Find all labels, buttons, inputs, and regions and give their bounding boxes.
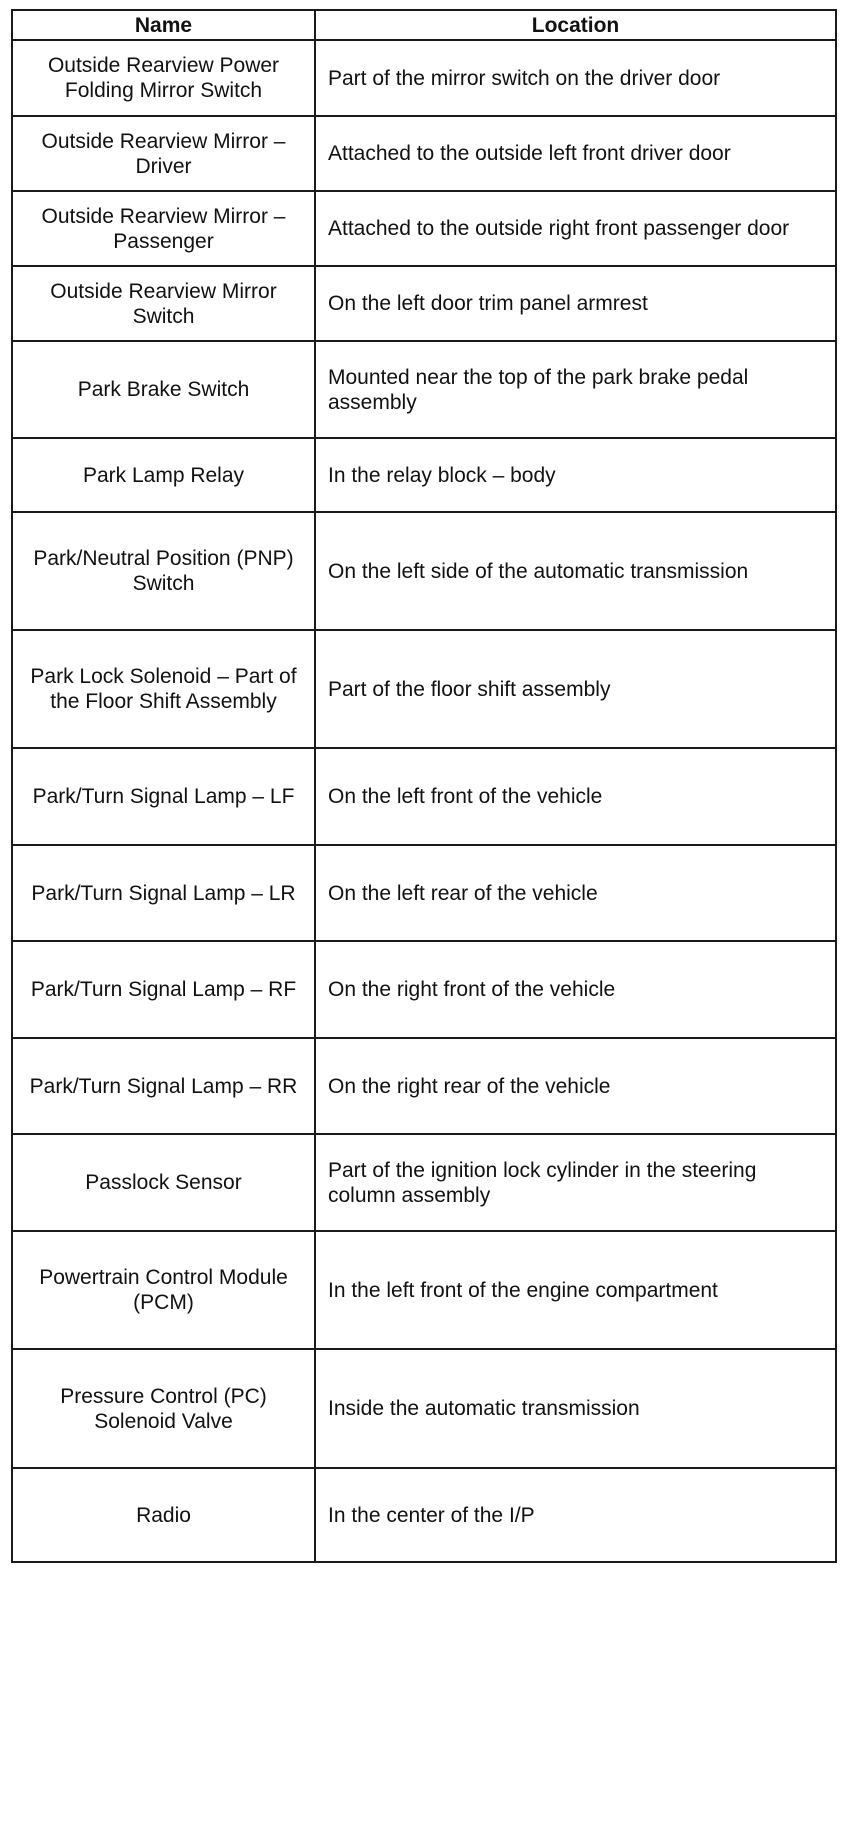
location-cell: Part of the floor shift assembly [315,630,836,748]
name-cell: Pressure Control (PC) Solenoid Valve [12,1349,315,1468]
name-cell: Radio [12,1468,315,1562]
location-cell: On the left rear of the vehicle [315,845,836,941]
name-cell: Park Brake Switch [12,341,315,438]
table-body [12,40,836,1562]
name-cell: Park/Turn Signal Lamp – RR [12,1038,315,1134]
name-cell: Park/Turn Signal Lamp – LF [12,748,315,845]
location-cell: Attached to the outside right front passenger door [315,191,836,266]
location-cell: In the relay block – body [315,438,836,512]
name-cell: Park/Neutral Position (PNP) Switch [12,512,315,630]
location-cell: On the right front of the vehicle [315,941,836,1038]
name-cell: Outside Rearview Mirror Switch [12,266,315,341]
location-cell: Inside the automatic transmission [315,1349,836,1468]
table-row [12,1349,836,1468]
table-row [12,116,836,191]
table-row [12,191,836,266]
name-cell: Park/Turn Signal Lamp – RF [12,941,315,1038]
location-cell: In the center of the I/P [315,1468,836,1562]
table-row [12,341,836,438]
table-row [12,1468,836,1562]
location-cell: Mounted near the top of the park brake pedal assembly [315,341,836,438]
name-cell: Park Lock Solenoid – Part of the Floor Shift Assembly [12,630,315,748]
location-cell: On the left front of the vehicle [315,748,836,845]
name-cell: Park Lamp Relay [12,438,315,512]
table-row [12,40,836,116]
name-cell: Powertrain Control Module (PCM) [12,1231,315,1349]
name-cell: Outside Rearview Power Folding Mirror Switch [12,40,315,116]
location-cell: Part of the mirror switch on the driver door [315,40,836,116]
name-cell: Passlock Sensor [12,1134,315,1231]
table-row [12,1038,836,1134]
table-row [12,748,836,845]
location-cell: On the right rear of the vehicle [315,1038,836,1134]
location-cell: Part of the ignition lock cylinder in the steering column assembly [315,1134,836,1231]
component-location-table [11,9,837,1563]
table-row [12,941,836,1038]
column-header-location: Location [315,10,836,40]
table-header [12,10,836,40]
table-row [12,438,836,512]
table-row [12,845,836,941]
table-row [12,1134,836,1231]
table-row [12,512,836,630]
location-cell: In the left front of the engine compartment [315,1231,836,1349]
name-cell: Park/Turn Signal Lamp – LR [12,845,315,941]
table-row [12,1231,836,1349]
location-cell: Attached to the outside left front driver door [315,116,836,191]
table-row [12,266,836,341]
column-header-name: Name [12,10,315,40]
location-cell: On the left side of the automatic transmission [315,512,836,630]
name-cell: Outside Rearview Mirror – Passenger [12,191,315,266]
name-cell: Outside Rearview Mirror – Driver [12,116,315,191]
header-row [12,10,836,40]
table-row [12,630,836,748]
location-cell: On the left door trim panel armrest [315,266,836,341]
